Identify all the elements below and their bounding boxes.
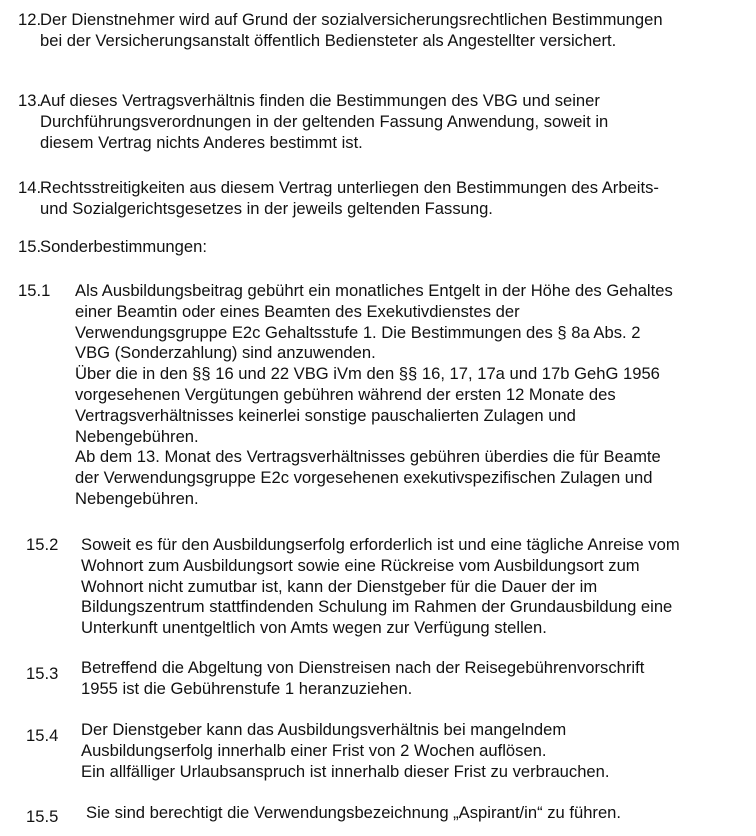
subclause-line: 1955 ist die Gebührenstufe 1 heranzuziehen. xyxy=(81,678,413,698)
subclause-line: VBG (Sonderzahlung) sind anzuwenden. xyxy=(75,343,376,363)
subclause-line: Wohnort zum Ausbildungsort sowie eine Rückreise vom Ausbildungsort zum xyxy=(81,555,640,575)
subclause-line: Ein allfälliger Urlaubsanspruch ist innerhalb dieser Frist zu verbrauchen. xyxy=(81,761,610,781)
clause-number: 12. xyxy=(18,10,42,29)
subclause-line: Über die in den §§ 16 und 22 VBG iVm den §§ 16, 17, 17a und 17b GehG 1956 xyxy=(75,364,660,384)
subclause-line: Ab dem 13. Monat des Vertragsverhältnisses gebühren überdies die für Beamte xyxy=(75,447,661,467)
clause-number: 15. xyxy=(18,237,42,256)
clause-line: bei der Versicherungsanstalt öffentlich Bediensteter als Angestellter versichert. xyxy=(40,30,617,50)
subclause-15-5 xyxy=(26,803,716,824)
subclause-number: 15.1 xyxy=(18,281,51,300)
section-heading: Sonderbestimmungen: xyxy=(40,237,207,256)
subclause-line: Wohnort nicht zumutbar ist, kann der Dienstgeber für die Dauer der im xyxy=(81,576,598,596)
clause-line: diesem Vertrag nichts Anderes bestimmt ist. xyxy=(40,132,363,152)
subclause-number: 15.5 xyxy=(26,807,59,826)
subclause-line: Der Dienstgeber kann das Ausbildungsverhältnis bei mangelndem xyxy=(81,720,567,739)
subclause-line: Als Ausbildungsbeitrag gebührt ein monatliches Entgelt in der Höhe des Gehaltes xyxy=(75,281,673,300)
subclause-line: Bildungszentrum stattfindenden Schulung im Rahmen der Grundausbildung eine xyxy=(81,597,673,617)
clause-14 xyxy=(18,178,724,220)
subclause-line: Ausbildungserfolg innerhalb einer Frist von 2 Wochen auflösen. xyxy=(81,740,547,760)
clause-15 xyxy=(18,237,318,258)
subclause-line: Sie sind berechtigt die Verwendungsbezeichnung „Aspirant/in“ zu führen. xyxy=(86,803,622,822)
clause-line: Rechtsstreitigkeiten aus diesem Vertrag unterliegen den Bestimmungen des Arbeits- xyxy=(40,178,659,197)
subclause-15-4 xyxy=(26,720,716,782)
subclause-line: vorgesehenen Vergütungen gebühren während der ersten 12 Monate des xyxy=(75,384,616,404)
subclause-15-2 xyxy=(26,535,742,639)
subclause-number: 15.3 xyxy=(26,664,59,683)
clause-line: Der Dienstnehmer wird auf Grund der sozialversicherungsrechtlichen Bestimmungen xyxy=(40,10,663,29)
subclause-line: Nebengebühren. xyxy=(75,426,199,446)
clause-line: Auf dieses Vertragsverhältnis finden die Bestimmungen des VBG und seiner xyxy=(40,91,600,110)
clause-line: und Sozialgerichtsgesetzes in der jeweils geltenden Fassung. xyxy=(40,198,493,218)
subclause-line: Soweit es für den Ausbildungserfolg erforderlich ist und eine tägliche Anreise vom xyxy=(81,535,680,554)
clause-number: 14. xyxy=(18,178,42,197)
subclause-line: Verwendungsgruppe E2c Gehaltsstufe 1. Die Bestimmungen des § 8a Abs. 2 xyxy=(75,322,641,342)
subclause-15-3 xyxy=(26,658,716,700)
clause-line: Durchführungsverordnungen in der geltenden Fassung Anwendung, soweit in xyxy=(40,111,609,131)
clause-12 xyxy=(18,10,724,52)
subclause-line: Unterkunft unentgeltlich von Amts wegen zur Verfügung stellen. xyxy=(81,618,547,638)
subclause-15-1 xyxy=(18,281,729,510)
subclause-line: einer Beamtin oder eines Beamten des Exekutivdienstes der xyxy=(75,301,520,321)
clause-number: 13. xyxy=(18,91,42,110)
subclause-line: Nebengebühren. xyxy=(75,488,199,508)
subclause-line: Vertragsverhältnisses keinerlei sonstige pauschalierten Zulagen und xyxy=(75,405,576,425)
subclause-number: 15.4 xyxy=(26,726,59,745)
subclause-line: Betreffend die Abgeltung von Dienstreisen nach der Reisegebührenvorschrift xyxy=(81,658,645,677)
clause-13 xyxy=(18,91,728,153)
subclause-number: 15.2 xyxy=(26,535,59,554)
subclause-line: der Verwendungsgruppe E2c vorgesehenen exekutivspezifischen Zulagen und xyxy=(75,468,653,488)
